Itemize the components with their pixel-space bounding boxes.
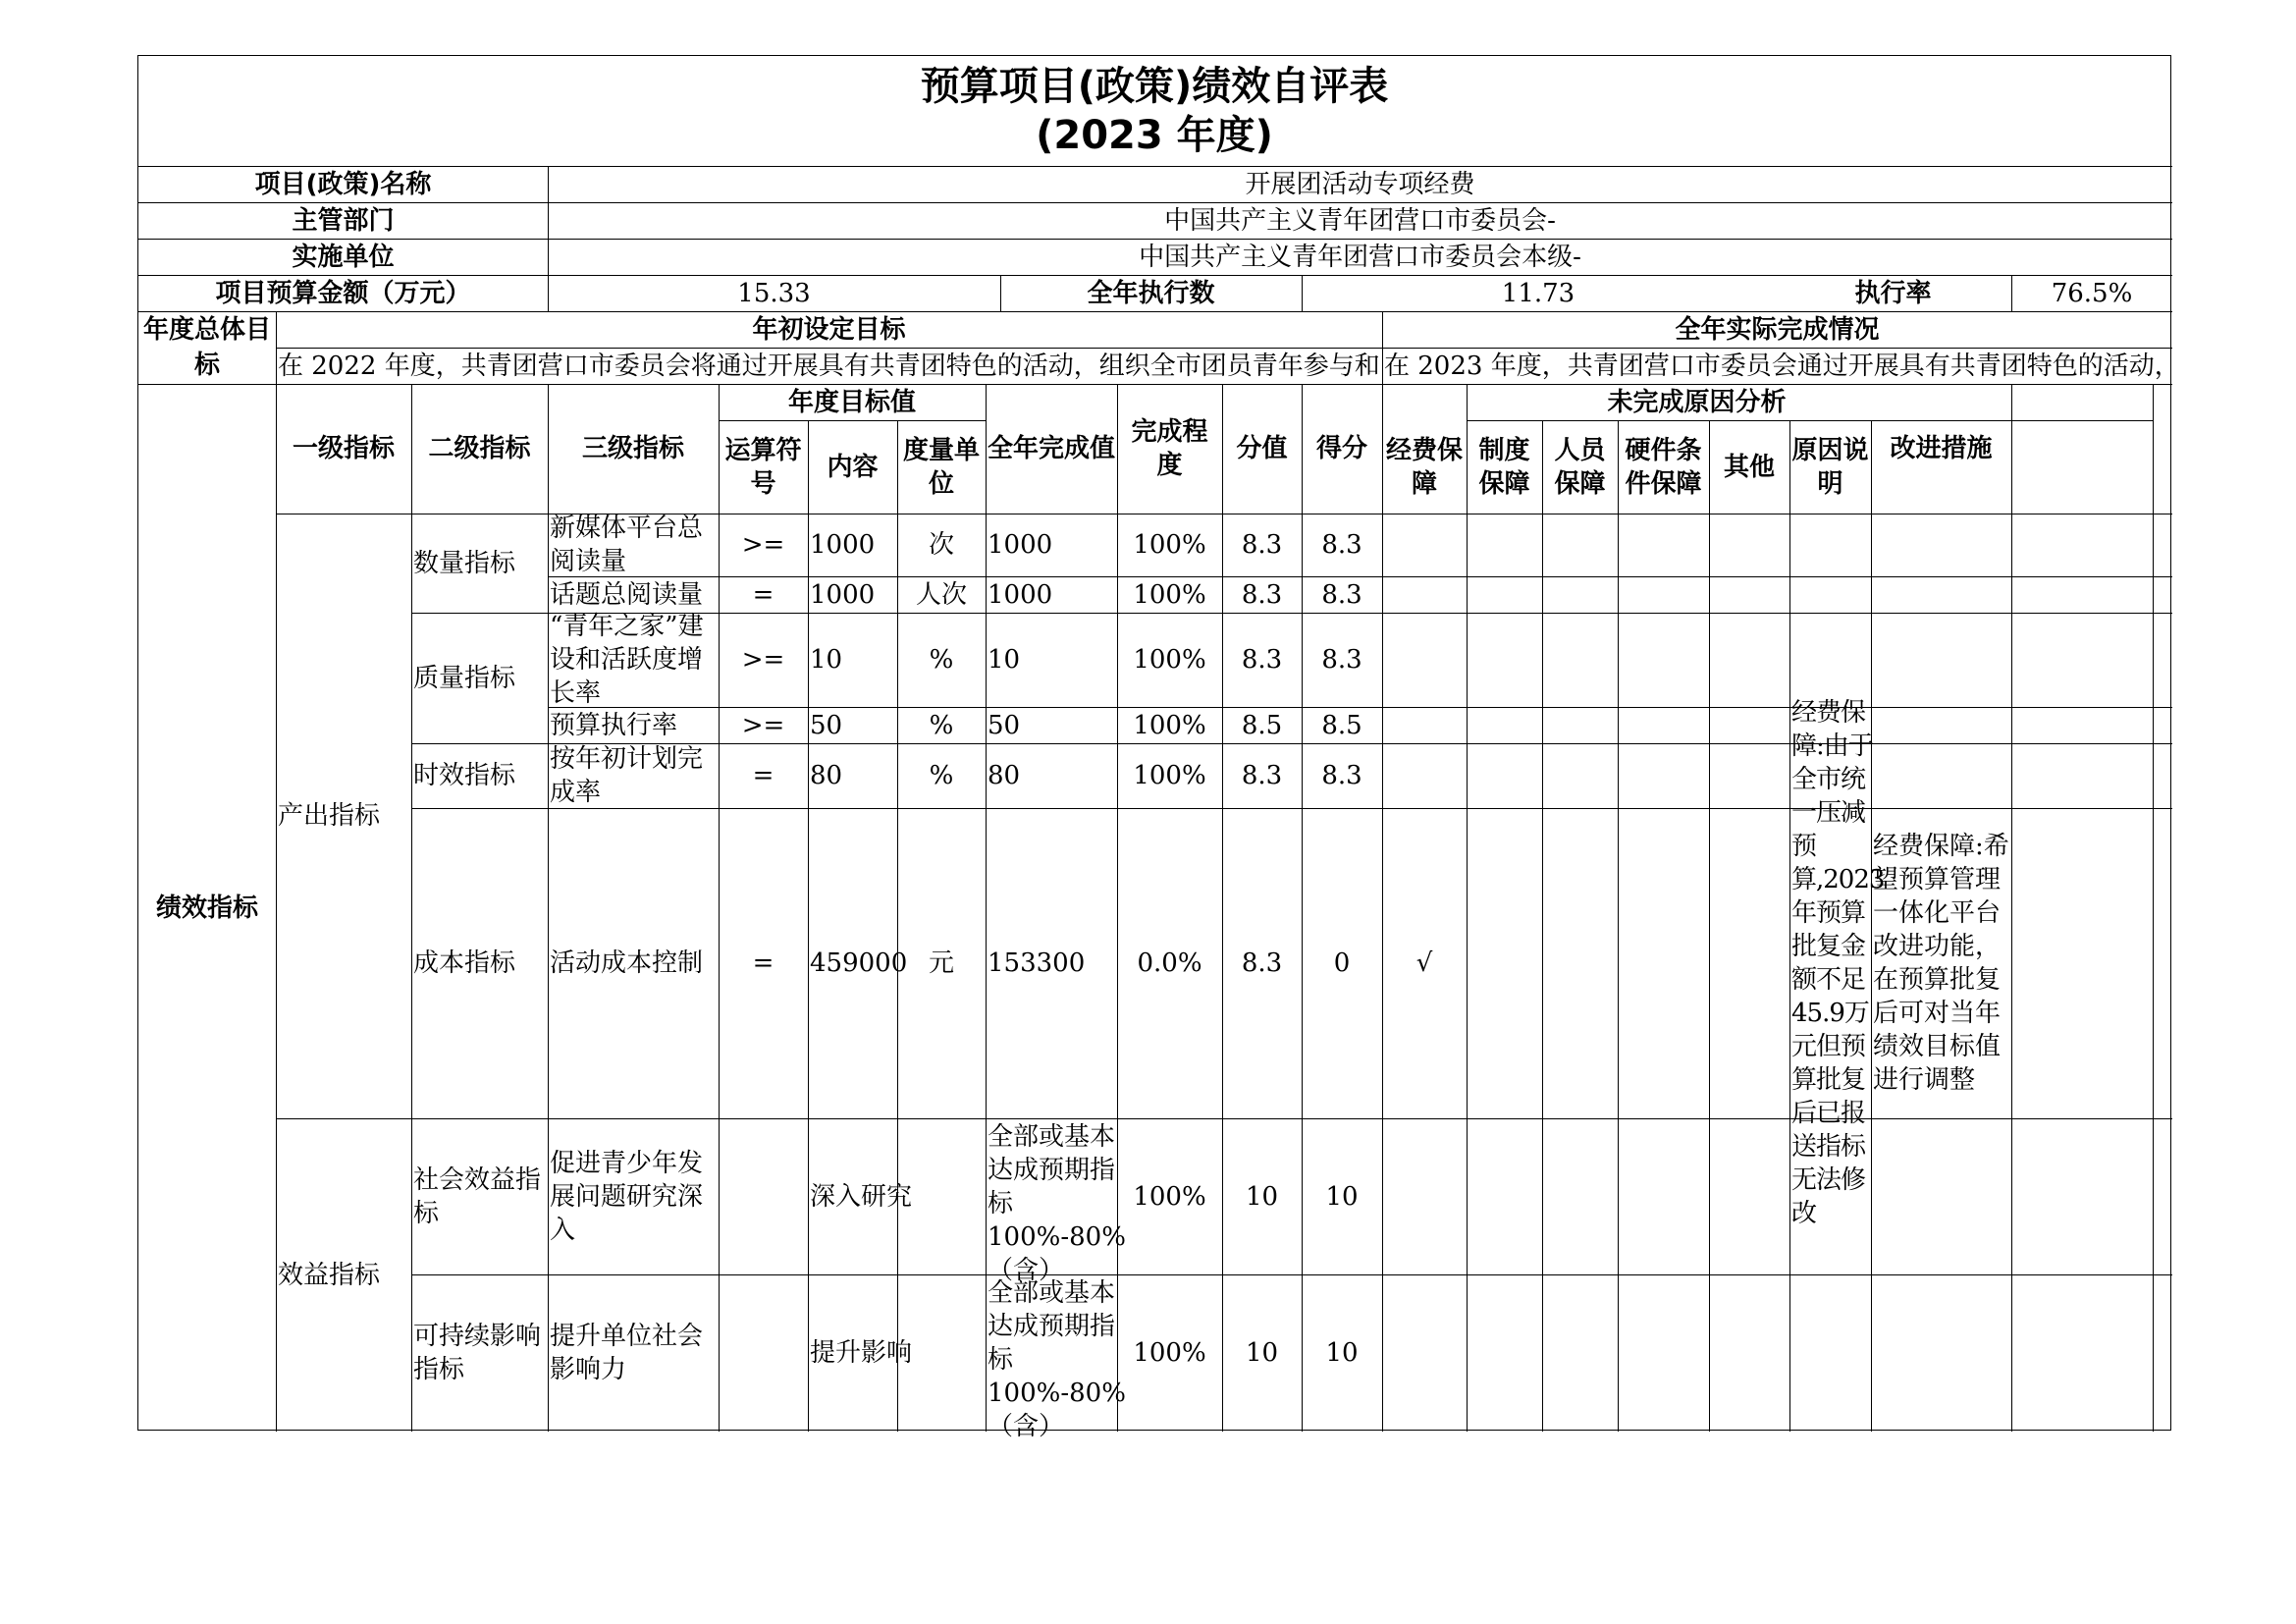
row-content: 1000 — [810, 579, 876, 610]
table-title — [138, 56, 2170, 166]
score-header: 得分 — [1315, 434, 1367, 463]
perf-indicator-label: 绩效指标 — [155, 893, 258, 923]
row-score: 8.3 — [1321, 645, 1362, 675]
funds-check-mark: √ — [1415, 948, 1433, 978]
row-operator: >= — [741, 645, 785, 675]
row-content: 80 — [810, 761, 843, 790]
grid-line — [2153, 384, 2154, 1432]
row-unit: 人次 — [915, 579, 967, 610]
row-score-value: 8.3 — [1241, 948, 1283, 978]
staff-header: 人员保障 — [1554, 435, 1606, 499]
cost-indicator-label: 成本指标 — [413, 948, 516, 978]
actual-completion-header: 全年实际完成情况 — [1675, 314, 1880, 345]
reason-analysis-header: 未完成原因分析 — [1607, 387, 1787, 417]
sustain-impact-label: 可持续影响指标 — [413, 1322, 542, 1384]
row-score-value: 10 — [1245, 1181, 1279, 1212]
row-score-value: 8.3 — [1241, 645, 1283, 675]
improvement-measure: 经费保障:希望预算管理一体化平台改进功能，在预算批复后可对当年绩效目标值进行调整 — [1873, 832, 2009, 1095]
quantity-indicator-label: 数量指标 — [413, 548, 516, 578]
row-indicator-name: 按年初计划完成率 — [550, 744, 704, 807]
title-line-1: 预算项目(政策)绩效自评表 — [920, 64, 1389, 109]
project-name: 开展团活动专项经费 — [1245, 169, 1475, 199]
annual-goal-label: 年度总体目标 — [142, 315, 271, 380]
explanation-header: 原因说明 — [1791, 435, 1869, 499]
improvement-header: 改进措施 — [1890, 434, 1993, 463]
grid-line — [2011, 384, 2012, 1432]
row-indicator-name: 促进青少年发展问题研究深入 — [550, 1148, 704, 1245]
social-benefit-label: 社会效益指标 — [413, 1164, 542, 1228]
row-degree: 100% — [1133, 710, 1206, 740]
row-completed: 80 — [988, 761, 1021, 790]
row-content: 1000 — [810, 530, 876, 560]
row-score-value: 8.3 — [1241, 579, 1283, 610]
row-score: 8.3 — [1321, 761, 1362, 790]
actual-completion-text: 在 2023 年度，共青团营口市委员会通过开展具有共青团特色的活动， — [1384, 351, 2180, 381]
system-header: 制度保障 — [1478, 435, 1530, 499]
project-name-label: 项目(政策)名称 — [254, 169, 432, 199]
row-completed: 全部或基本达成预期指标100%-80%（含） — [988, 1122, 1126, 1285]
row-indicator-name: 话题总阅读量 — [550, 579, 704, 610]
row-unit — [897, 1274, 986, 1432]
row-degree: 100% — [1133, 530, 1206, 560]
row-completed: 1000 — [988, 579, 1053, 610]
rate-label: 执行率 — [1854, 278, 1932, 308]
grid-line — [1618, 420, 1619, 1432]
row-completed: 10 — [988, 645, 1021, 675]
row-degree: 100% — [1133, 1181, 1206, 1212]
row-completed: 1000 — [988, 530, 1053, 560]
exec-value: 11.73 — [1501, 278, 1575, 308]
score-value-header: 分值 — [1236, 434, 1288, 463]
operator-header: 运算符号 — [724, 435, 802, 499]
benefit-indicator-label: 效益指标 — [278, 1260, 381, 1290]
funds-header: 经费保障 — [1385, 435, 1463, 499]
row-completed: 153300 — [988, 948, 1086, 978]
row-degree: 100% — [1133, 579, 1206, 610]
row-unit: % — [929, 710, 954, 740]
level1-header: 一级指标 — [292, 434, 395, 463]
row-operator: >= — [741, 530, 785, 560]
row-operator: >= — [741, 710, 785, 740]
performance-self-evaluation-table — [137, 55, 2180, 1441]
row-degree: 100% — [1133, 1338, 1206, 1368]
dept-label: 主管部门 — [292, 205, 395, 236]
row-content: 提升影响 — [810, 1338, 913, 1368]
row-operator: = — [752, 579, 774, 610]
row-indicator-name: 新媒体平台总阅读量 — [550, 514, 704, 576]
row-score: 10 — [1325, 1338, 1359, 1368]
row-completed: 全部或基本达成预期指标100%-80%（含） — [988, 1278, 1126, 1441]
grid-line — [1467, 384, 1468, 1432]
row-indicator-name: “青年之家”建设和活跃度增长率 — [550, 612, 704, 708]
row-score: 8.5 — [1321, 710, 1362, 740]
title-line-2: (2023 年度) — [1036, 113, 1273, 158]
unit-header: 度量单位 — [902, 435, 980, 499]
row-unit: 元 — [928, 948, 954, 978]
row-degree: 100% — [1133, 761, 1206, 790]
completed-header: 全年完成值 — [988, 434, 1116, 463]
row-operator: = — [752, 948, 774, 978]
grid-line — [1709, 420, 1710, 1432]
rate-value: 76.5% — [2051, 278, 2133, 308]
row-score-value: 8.5 — [1241, 710, 1283, 740]
row-degree: 0.0% — [1137, 948, 1202, 978]
budget-label: 项目预算金额（万元） — [215, 278, 471, 308]
row-content: 50 — [810, 710, 843, 740]
row-score: 10 — [1325, 1181, 1359, 1212]
reason-explanation: 经费保障:由于全市统一压减预算,2023 年预算批复金额不足45.9万元但预算批复后已报送指标无法修改 — [1791, 698, 1885, 1228]
degree-header: 完成程度 — [1131, 417, 1208, 480]
row-operator — [719, 1118, 808, 1274]
unit-label: 实施单位 — [292, 242, 395, 272]
timeliness-indicator-label: 时效指标 — [413, 761, 516, 790]
initial-target-text: 在 2022 年度，共青团营口市委员会将通过开展具有共青团特色的活动，组织全市团员青年参与和 — [278, 351, 1380, 381]
quality-indicator-label: 质量指标 — [413, 663, 516, 693]
other-header: 其他 — [1723, 452, 1775, 482]
annual-target-header: 年度目标值 — [787, 387, 916, 417]
row-score-value: 8.3 — [1241, 761, 1283, 790]
exec-label: 全年执行数 — [1087, 278, 1215, 308]
grid-line — [1542, 420, 1543, 1432]
row-unit: 次 — [928, 530, 954, 560]
row-content: 深入研究 — [810, 1181, 913, 1212]
row-score: 8.3 — [1321, 530, 1362, 560]
row-operator: = — [752, 761, 774, 790]
row-indicator-name: 提升单位社会影响力 — [550, 1322, 704, 1384]
row-degree: 100% — [1133, 645, 1206, 675]
row-content: 459000 — [810, 948, 908, 978]
row-content: 10 — [810, 645, 843, 675]
row-score-value: 10 — [1245, 1338, 1279, 1368]
level2-header: 二级指标 — [428, 434, 531, 463]
row-score: 0 — [1333, 948, 1351, 978]
row-unit: % — [929, 645, 954, 675]
row-score-value: 8.3 — [1241, 530, 1283, 560]
row-completed: 50 — [988, 710, 1021, 740]
row-unit: % — [929, 761, 954, 790]
dept-value: 中国共产主义青年团营口市委员会- — [1164, 205, 1556, 236]
row-score: 8.3 — [1321, 579, 1362, 610]
unit-value: 中国共产主义青年团营口市委员会本级- — [1139, 242, 1581, 272]
hardware-header: 硬件条件保障 — [1625, 435, 1702, 499]
row-unit — [897, 1118, 986, 1274]
content-header: 内容 — [827, 452, 879, 482]
output-indicator-label: 产出指标 — [278, 801, 381, 831]
row-operator — [719, 1274, 808, 1432]
level3-header: 三级指标 — [581, 434, 684, 463]
initial-target-header: 年初设定目标 — [752, 314, 906, 345]
row-indicator-name: 预算执行率 — [550, 710, 678, 740]
budget-value: 15.33 — [737, 278, 811, 308]
row-indicator-name: 活动成本控制 — [550, 948, 704, 978]
